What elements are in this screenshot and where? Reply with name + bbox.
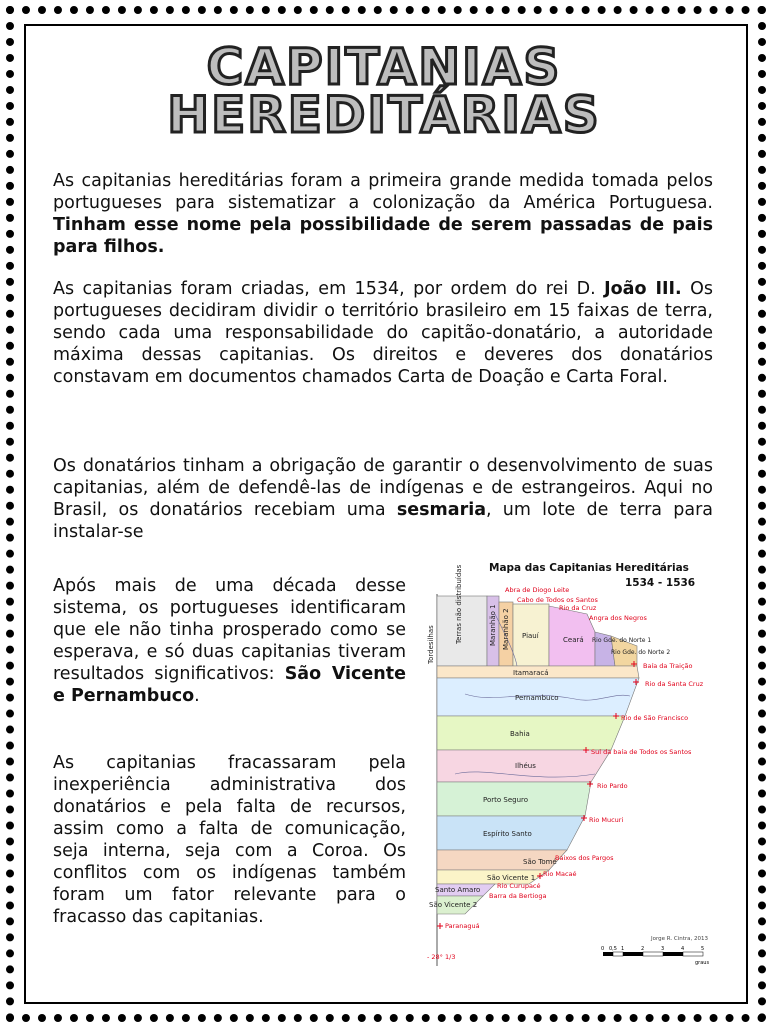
place-rio-pardo: Rio Pardo (597, 782, 628, 790)
map-title: Mapa das Capitanias Hereditárias (489, 562, 689, 574)
paragraph-3-text-b: , um lote de terra para instalar-se (53, 500, 713, 542)
paragraph-1-text: As capitanias hereditárias foram a primeira grande medida tomada pelos portugueses para sistematizar a colonização da América Portuguesa. (53, 171, 713, 213)
scale-5: 5 (701, 946, 705, 952)
scale-4: 4 (681, 946, 685, 952)
paragraph-1-bold: Tinham esse nome pela possibilidade de serem passadas de pais para filhos. (53, 215, 713, 257)
paragraph-3-bold: sesmaria (396, 500, 487, 520)
paragraph-5: As capitanias fracassaram pela inexperiência administrativa dos donatários e pela falta de recursos, assim como a falta de comunicação, seja interna, seja com a Coroa. Os conflitos com os indígenas também foram um fator relevante para o fracasso das capitanias. (53, 753, 406, 927)
region-label-itamaraca: Itamaracá (513, 669, 549, 677)
region-label-maranhao-1: Maranhão 1 (489, 604, 497, 646)
region-label-ilheus: Ilhéus (515, 762, 536, 770)
paragraph-3 (53, 455, 713, 543)
place-rio-santa-cruz: Rio da Santa Cruz (645, 680, 704, 688)
terras-label: Terras não distribuídas (455, 564, 463, 644)
region-label-pernambuco: Pernambuco (515, 694, 559, 702)
region-label-ceara: Ceará (563, 636, 584, 644)
paragraph-4 (53, 575, 406, 707)
capitanias-map (425, 554, 721, 970)
paragraph-2 (53, 278, 713, 388)
scale-2: 2 (641, 946, 645, 952)
place-sul-baia-todos-santos: Sul da baía de Todos os Santos (591, 748, 692, 756)
paragraph-2-text-a: As capitanias foram criadas, em 1534, por ordem do rei D. (53, 279, 605, 299)
map-years: 1534 - 1536 (625, 577, 696, 589)
paragraph-4-text-a: Após mais de uma década desse sistema, os portugueses identificaram que ele não tinha prosperado como se esperava, e só duas capitanias tiveram resultados significativos: (53, 576, 406, 684)
paragraph-2-bold: João III. (604, 279, 682, 299)
place-rio-da-cruz: Rio da Cruz (559, 604, 597, 612)
region-label-piaui: Piauí (522, 632, 539, 640)
place-rio-sao-francisco: Rio de São Francisco (621, 714, 689, 722)
paragraph-1 (53, 170, 713, 258)
place-rio-mucuri: Rio Mucuri (589, 816, 624, 824)
latitude-label: - 28° 1/3 (427, 953, 456, 961)
place-angra-dos-negros: Angra dos Negros (589, 614, 647, 622)
scale-05: 0,5 (609, 946, 617, 952)
region-label-espirito-santo: Espírito Santo (483, 830, 532, 838)
region-label-sao-tome: São Tomé (523, 858, 557, 866)
place-baixos-dos-pargos: Baixos dos Pargos (555, 854, 614, 862)
scale-unit: graus (695, 960, 710, 966)
region-label-rio-grande-1: Rio Gde. do Norte 1 (592, 637, 652, 644)
region-label-santo-amaro: Santo Amaro (435, 886, 481, 894)
region-label-porto-seguro: Porto Seguro (483, 796, 529, 804)
scale-3: 3 (661, 946, 665, 952)
region-label-bahia: Bahia (510, 730, 530, 738)
place-paranagua: Paranaguá (445, 922, 480, 930)
place-abra-diogo-leite: Abra de Diogo Leite (505, 586, 570, 594)
region-label-sao-vicente-2: São Vicente 2 (429, 901, 478, 909)
scale-1: 1 (621, 946, 625, 952)
title-line-1: CAPITANIAS (206, 38, 562, 96)
region-label-maranhao-2: Maranhão 2 (502, 608, 510, 650)
place-rio-macae: Rio Macaé (543, 870, 577, 878)
paragraph-4-text-b: . (194, 686, 200, 706)
scale-0: 0 (601, 946, 605, 952)
place-barra-da-bertioga: Barra da Bertioga (489, 892, 547, 900)
paragraph-2-text-b: Os portugueses decidiram dividir o território brasileiro em 15 faixas de terra, sendo cada uma responsabilidade do capitão-donatário, a autoridade máxima dessas capitanias. Os direitos e deveres dos donatários constavam em documentos chamados Carta de Doação e Carta Foral. (53, 279, 713, 387)
tordesilhas-label: Tordesilhas (427, 625, 435, 664)
region-label-sao-vicente-1: São Vicente 1 (487, 874, 536, 882)
place-cabo-todos-santos: Cabo de Todos os Santos (517, 596, 598, 604)
region-label-rio-grande-2: Rio Gde. do Norte 2 (611, 649, 671, 656)
map-credit: Jorge R. Cintra, 2013 (651, 936, 709, 942)
place-baia-da-traicao: Baía da Traição (643, 662, 693, 670)
paragraph-3-text-a: Os donatários tinham a obrigação de garantir o desenvolvimento de suas capitanias, além de defendê-las de indígenas e de estrangeiros. Aqui no Brasil, os donatários recebiam uma (53, 456, 713, 520)
title-line-2: HEREDITÁRIAS (167, 86, 601, 144)
place-rio-curupace: Rio Curupacé (497, 882, 541, 890)
region-bahia (437, 716, 625, 750)
paragraph-4-bold: São Vicente e Pernambuco (53, 664, 406, 706)
